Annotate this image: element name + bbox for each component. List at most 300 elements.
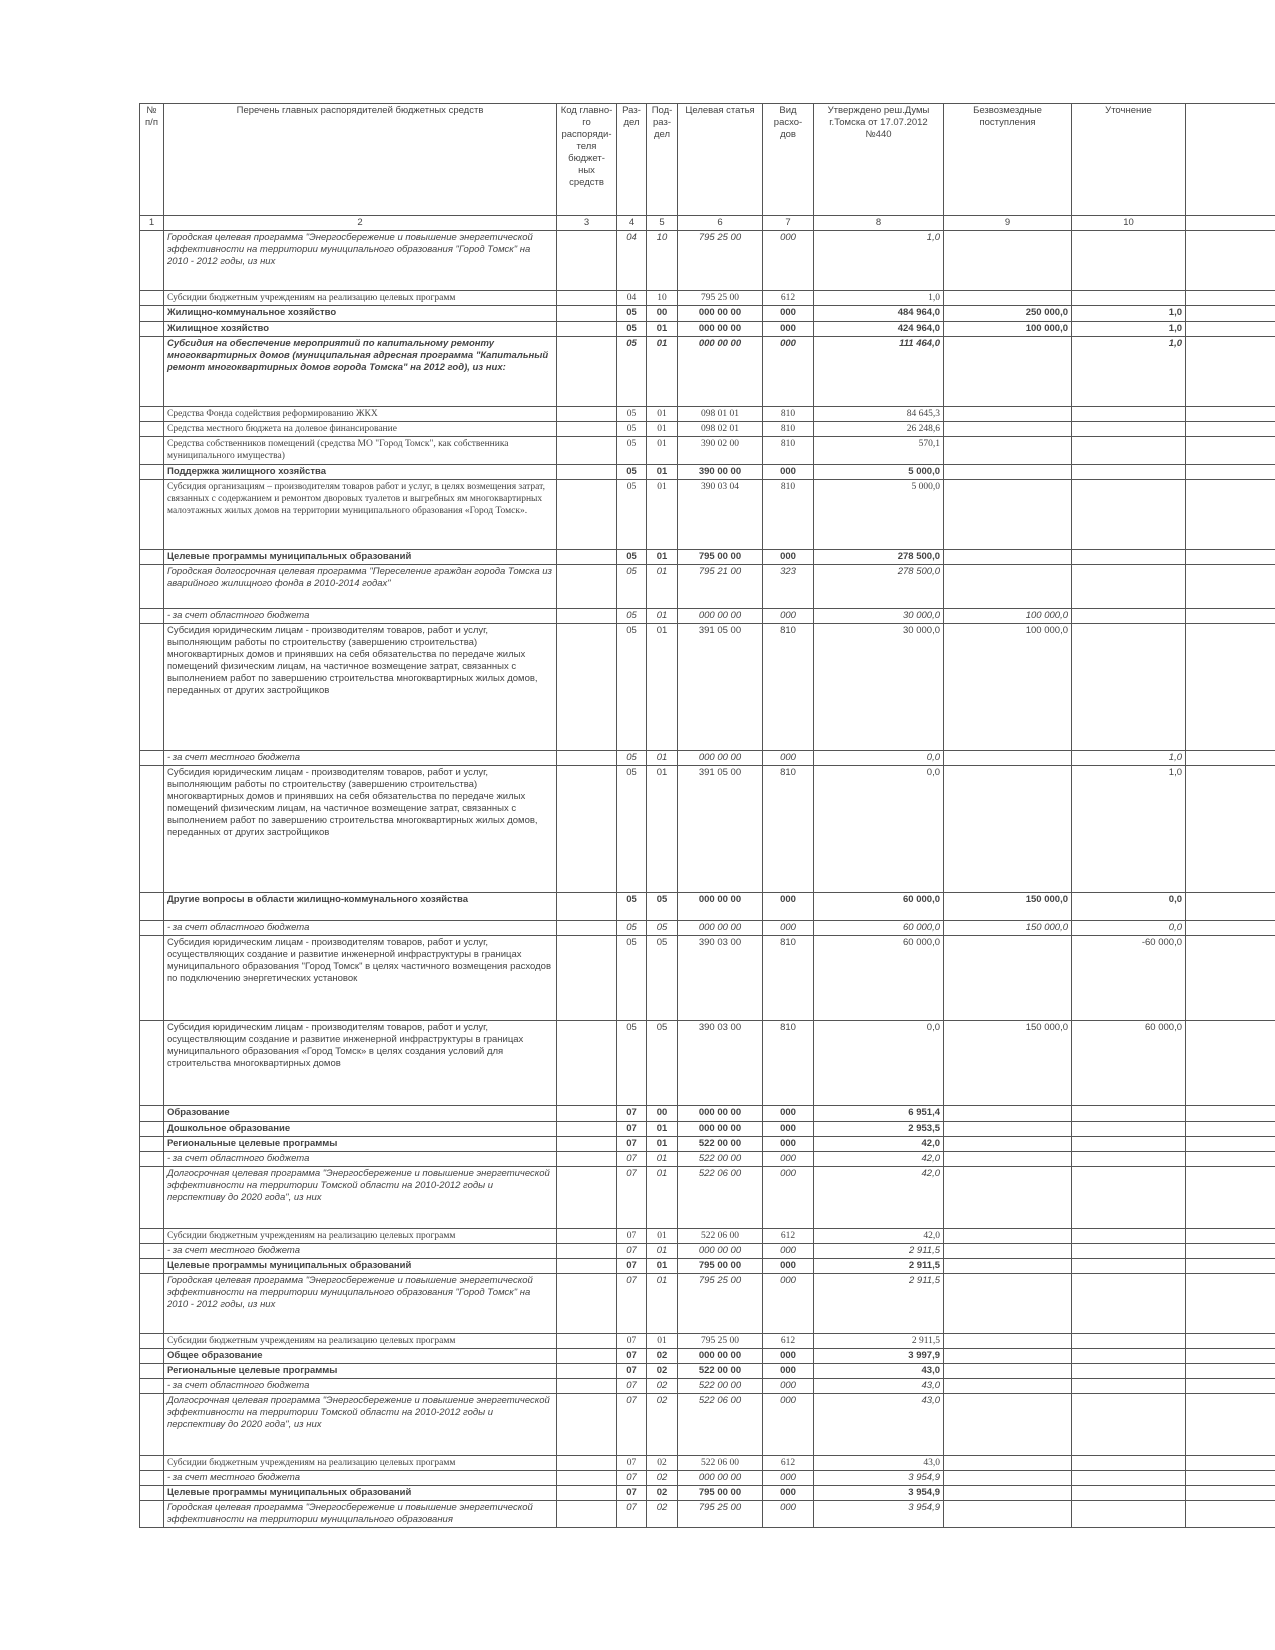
cell-name: Субсидия юридическим лицам - производителям товаров, работ и услуг, выполняющим работы по строительству (завершению строительства) многоквартирных домов и принявших на себя обязательства по передаче жилых помещений физическим лицам, на частичное возмещение затрат, связанных с выполнением работ по завершению строительства многоквартирных жилых домов, переданных от других застройщиков bbox=[164, 766, 557, 893]
cell-adjustment bbox=[1072, 231, 1186, 291]
cell-podrazdel: 01 bbox=[647, 422, 678, 437]
cell-target: 390 03 04 bbox=[678, 480, 763, 550]
cell-num bbox=[140, 624, 164, 751]
cell-extra bbox=[1186, 893, 1275, 921]
cell-adjustment bbox=[1072, 1349, 1186, 1364]
cell-code bbox=[557, 1274, 617, 1334]
cell-podrazdel: 01 bbox=[647, 751, 678, 766]
cell-adjustment bbox=[1072, 422, 1186, 437]
cell-num bbox=[140, 1486, 164, 1501]
cell-adjustment bbox=[1072, 1152, 1186, 1167]
cell-extra bbox=[1186, 1152, 1275, 1167]
cell-code bbox=[557, 291, 617, 306]
cell-name: Целевые программы муниципальных образований bbox=[164, 1259, 557, 1274]
cell-vid: 000 bbox=[763, 1379, 814, 1394]
cell-extra bbox=[1186, 936, 1275, 1021]
cell-code bbox=[557, 1106, 617, 1122]
table-row bbox=[140, 609, 1275, 624]
cell-razdel: 05 bbox=[617, 1021, 647, 1106]
cell-adjustment bbox=[1072, 1244, 1186, 1259]
cell-vid: 000 bbox=[763, 1501, 814, 1528]
col-header-num: № п/п bbox=[140, 104, 164, 216]
cell-target: 390 02 00 bbox=[678, 437, 763, 465]
cell-podrazdel: 01 bbox=[647, 1334, 678, 1349]
cell-vid: 000 bbox=[763, 306, 814, 322]
cell-approved: 0,0 bbox=[814, 1021, 944, 1106]
cell-free bbox=[944, 1501, 1072, 1528]
cell-extra bbox=[1186, 1167, 1275, 1229]
cell-vid: 000 bbox=[763, 1364, 814, 1379]
cell-code bbox=[557, 921, 617, 936]
cell-adjustment bbox=[1072, 1456, 1186, 1471]
cell-approved: 60 000,0 bbox=[814, 893, 944, 921]
cell-razdel: 04 bbox=[617, 231, 647, 291]
cell-name: Жилищно-коммунальное хозяйство bbox=[164, 306, 557, 322]
cell-vid: 000 bbox=[763, 465, 814, 480]
cell-razdel: 07 bbox=[617, 1137, 647, 1152]
cell-razdel: 07 bbox=[617, 1456, 647, 1471]
cell-podrazdel: 02 bbox=[647, 1501, 678, 1528]
cell-extra bbox=[1186, 921, 1275, 936]
cell-code bbox=[557, 1394, 617, 1456]
cell-podrazdel: 01 bbox=[647, 1167, 678, 1229]
cell-razdel: 07 bbox=[617, 1486, 647, 1501]
cell-extra bbox=[1186, 1334, 1275, 1349]
table-body bbox=[140, 231, 1275, 1528]
cell-free bbox=[944, 437, 1072, 465]
cell-num bbox=[140, 1106, 164, 1122]
cell-razdel: 07 bbox=[617, 1106, 647, 1122]
cell-name: Городская целевая программа "Энергосбережение и повышение энергетической эффективности на территории муниципального образования "Город Томск" на 2010 - 2012 годы, из них bbox=[164, 1274, 557, 1334]
cell-name: Субсидия юридическим лицам - производителям товаров, работ и услуг, осуществляющих создание и развитие инженерной инфраструктуры в границах муниципального образования "Город Томск" в целях частичного возмещения расходов по подключению энергетических установок bbox=[164, 936, 557, 1021]
cell-approved: 43,0 bbox=[814, 1364, 944, 1379]
cell-podrazdel: 01 bbox=[647, 1274, 678, 1334]
cell-free bbox=[944, 1274, 1072, 1334]
cell-code bbox=[557, 565, 617, 609]
table-row bbox=[140, 1167, 1275, 1229]
cell-razdel: 05 bbox=[617, 609, 647, 624]
cell-code bbox=[557, 1021, 617, 1106]
cell-approved: 0,0 bbox=[814, 751, 944, 766]
cell-adjustment bbox=[1072, 565, 1186, 609]
cell-razdel: 07 bbox=[617, 1349, 647, 1364]
cell-num bbox=[140, 1501, 164, 1528]
cell-name: - за счет местного бюджета bbox=[164, 1471, 557, 1486]
col-header-podrazdel: Под-раз-дел bbox=[647, 104, 678, 216]
cell-razdel: 05 bbox=[617, 465, 647, 480]
cell-name: Долгосрочная целевая программа "Энергосбережение и повышение энергетической эффективности на территории Томской области на 2010-2012 годы и перспективу до 2020 года", из них bbox=[164, 1394, 557, 1456]
cell-razdel: 05 bbox=[617, 550, 647, 565]
cell-podrazdel: 01 bbox=[647, 465, 678, 480]
cell-podrazdel: 00 bbox=[647, 1106, 678, 1122]
cell-free bbox=[944, 465, 1072, 480]
cell-target: 000 00 00 bbox=[678, 1349, 763, 1364]
cell-target: 522 06 00 bbox=[678, 1167, 763, 1229]
cell-adjustment bbox=[1072, 1501, 1186, 1528]
cell-free bbox=[944, 1394, 1072, 1456]
cell-code bbox=[557, 422, 617, 437]
cell-vid: 810 bbox=[763, 422, 814, 437]
cell-podrazdel: 01 bbox=[647, 437, 678, 465]
table-row bbox=[140, 565, 1275, 609]
cell-code bbox=[557, 766, 617, 893]
cell-razdel: 04 bbox=[617, 291, 647, 306]
cell-target: 000 00 00 bbox=[678, 1122, 763, 1137]
cell-extra bbox=[1186, 751, 1275, 766]
cell-adjustment bbox=[1072, 1486, 1186, 1501]
cell-free: 150 000,0 bbox=[944, 893, 1072, 921]
table-row bbox=[140, 766, 1275, 893]
cell-num bbox=[140, 550, 164, 565]
cell-adjustment bbox=[1072, 1122, 1186, 1137]
cell-approved: 2 911,5 bbox=[814, 1334, 944, 1349]
cell-vid: 000 bbox=[763, 1122, 814, 1137]
table-row bbox=[140, 1471, 1275, 1486]
cell-num bbox=[140, 322, 164, 337]
cell-adjustment bbox=[1072, 1379, 1186, 1394]
cell-razdel: 07 bbox=[617, 1152, 647, 1167]
cell-adjustment: 0,0 bbox=[1072, 921, 1186, 936]
cell-free bbox=[944, 231, 1072, 291]
cell-vid: 000 bbox=[763, 1167, 814, 1229]
cell-razdel: 05 bbox=[617, 936, 647, 1021]
cell-vid: 000 bbox=[763, 609, 814, 624]
cell-name: Региональные целевые программы bbox=[164, 1137, 557, 1152]
cell-name: Субсидии бюджетным учреждениям на реализацию целевых программ bbox=[164, 1229, 557, 1244]
cell-podrazdel: 05 bbox=[647, 921, 678, 936]
budget-table bbox=[139, 103, 1275, 1528]
cell-podrazdel: 05 bbox=[647, 1021, 678, 1106]
col-number: 9 bbox=[944, 216, 1072, 231]
cell-approved: 3 954,9 bbox=[814, 1486, 944, 1501]
cell-vid: 810 bbox=[763, 624, 814, 751]
cell-num bbox=[140, 1334, 164, 1349]
cell-free: 150 000,0 bbox=[944, 1021, 1072, 1106]
cell-code bbox=[557, 1334, 617, 1349]
cell-vid: 000 bbox=[763, 1137, 814, 1152]
cell-target: 000 00 00 bbox=[678, 306, 763, 322]
cell-razdel: 07 bbox=[617, 1334, 647, 1349]
cell-code bbox=[557, 624, 617, 751]
cell-target: 522 06 00 bbox=[678, 1456, 763, 1471]
cell-code bbox=[557, 1349, 617, 1364]
cell-num bbox=[140, 1274, 164, 1334]
cell-num bbox=[140, 1021, 164, 1106]
table-row bbox=[140, 1106, 1275, 1122]
table-row bbox=[140, 893, 1275, 921]
cell-extra bbox=[1186, 1364, 1275, 1379]
cell-num bbox=[140, 1122, 164, 1137]
cell-free bbox=[944, 550, 1072, 565]
cell-extra bbox=[1186, 1501, 1275, 1528]
cell-approved: 60 000,0 bbox=[814, 921, 944, 936]
cell-target: 391 05 00 bbox=[678, 624, 763, 751]
cell-adjustment bbox=[1072, 1471, 1186, 1486]
cell-extra bbox=[1186, 306, 1275, 322]
cell-razdel: 05 bbox=[617, 565, 647, 609]
cell-free: 100 000,0 bbox=[944, 624, 1072, 751]
cell-target: 795 00 00 bbox=[678, 1486, 763, 1501]
table-row bbox=[140, 1364, 1275, 1379]
cell-podrazdel: 10 bbox=[647, 291, 678, 306]
cell-vid: 000 bbox=[763, 1394, 814, 1456]
table-row bbox=[140, 751, 1275, 766]
cell-podrazdel: 01 bbox=[647, 609, 678, 624]
cell-code bbox=[557, 465, 617, 480]
cell-name: Субсидии бюджетным учреждениям на реализацию целевых программ bbox=[164, 1456, 557, 1471]
cell-name: Субсидия юридическим лицам - производителям товаров, работ и услуг, выполняющим работы по строительству (завершению строительства) многоквартирных домов и принявших на себя обязательства по передаче жилых помещений физическим лицам, на частичное возмещение затрат, связанных с выполнением работ по завершению строительства многоквартирных жилых домов, переданных от других застройщиков bbox=[164, 624, 557, 751]
cell-free bbox=[944, 1152, 1072, 1167]
cell-free bbox=[944, 1106, 1072, 1122]
table-row bbox=[140, 1486, 1275, 1501]
cell-razdel: 05 bbox=[617, 337, 647, 407]
cell-razdel: 05 bbox=[617, 921, 647, 936]
cell-name: Другие вопросы в области жилищно-коммунального хозяйства bbox=[164, 893, 557, 921]
cell-vid: 000 bbox=[763, 1349, 814, 1364]
cell-target: 522 00 00 bbox=[678, 1379, 763, 1394]
cell-name: Целевые программы муниципальных образований bbox=[164, 550, 557, 565]
cell-name: Поддержка жилищного хозяйства bbox=[164, 465, 557, 480]
cell-vid: 810 bbox=[763, 936, 814, 1021]
cell-approved: 0,0 bbox=[814, 766, 944, 893]
cell-target: 795 25 00 bbox=[678, 1274, 763, 1334]
cell-razdel: 07 bbox=[617, 1244, 647, 1259]
cell-name: Образование bbox=[164, 1106, 557, 1122]
cell-podrazdel: 10 bbox=[647, 231, 678, 291]
cell-num bbox=[140, 422, 164, 437]
cell-name: Целевые программы муниципальных образований bbox=[164, 1486, 557, 1501]
col-header-free: Безвозмездные поступления bbox=[944, 104, 1072, 216]
cell-num bbox=[140, 337, 164, 407]
cell-vid: 323 bbox=[763, 565, 814, 609]
cell-name: Средства местного бюджета на долевое финансирование bbox=[164, 422, 557, 437]
cell-code bbox=[557, 1364, 617, 1379]
cell-podrazdel: 01 bbox=[647, 1244, 678, 1259]
cell-num bbox=[140, 1456, 164, 1471]
cell-vid: 612 bbox=[763, 1456, 814, 1471]
cell-extra bbox=[1186, 1106, 1275, 1122]
cell-adjustment: -60 000,0 bbox=[1072, 936, 1186, 1021]
cell-free bbox=[944, 1244, 1072, 1259]
cell-vid: 000 bbox=[763, 751, 814, 766]
cell-target: 000 00 00 bbox=[678, 609, 763, 624]
cell-target: 522 00 00 bbox=[678, 1152, 763, 1167]
cell-adjustment bbox=[1072, 291, 1186, 306]
table-row bbox=[140, 550, 1275, 565]
cell-approved: 484 964,0 bbox=[814, 306, 944, 322]
table-row bbox=[140, 1259, 1275, 1274]
column-number-row bbox=[140, 216, 1275, 231]
cell-name: Субсидия юридическим лицам - производителям товаров, работ и услуг, осуществляющим создание и развитие инженерной инфраструктуры в границах муниципального образования «Город Томск» в целях создания условий для строительства многоквартирных домов bbox=[164, 1021, 557, 1106]
cell-num bbox=[140, 1229, 164, 1244]
cell-num bbox=[140, 306, 164, 322]
cell-code bbox=[557, 407, 617, 422]
cell-num bbox=[140, 1394, 164, 1456]
cell-target: 000 00 00 bbox=[678, 1106, 763, 1122]
table-row bbox=[140, 1501, 1275, 1528]
header-row bbox=[140, 104, 1275, 216]
cell-extra bbox=[1186, 550, 1275, 565]
cell-razdel: 07 bbox=[617, 1122, 647, 1137]
cell-name: Субсидия организациям – производителям товаров работ и услуг, в целях возмещения затрат, связанных с содержанием и ремонтом дворовых туалетов и выгребных ям многоквартирных малоэтажных жилых домов на территории муниципального образования «Город Томск». bbox=[164, 480, 557, 550]
table-row bbox=[140, 1334, 1275, 1349]
cell-approved: 30 000,0 bbox=[814, 609, 944, 624]
cell-razdel: 07 bbox=[617, 1259, 647, 1274]
cell-vid: 612 bbox=[763, 1229, 814, 1244]
table-row bbox=[140, 1021, 1275, 1106]
cell-name: Городская долгосрочная целевая программа "Переселение граждан города Томска из аварийного жилищного фонда в 2010-2014 годах" bbox=[164, 565, 557, 609]
cell-adjustment bbox=[1072, 609, 1186, 624]
cell-podrazdel: 02 bbox=[647, 1394, 678, 1456]
cell-free: 100 000,0 bbox=[944, 609, 1072, 624]
cell-adjustment bbox=[1072, 1364, 1186, 1379]
table-row bbox=[140, 422, 1275, 437]
cell-num bbox=[140, 231, 164, 291]
cell-vid: 000 bbox=[763, 1471, 814, 1486]
cell-code bbox=[557, 1259, 617, 1274]
cell-adjustment bbox=[1072, 437, 1186, 465]
cell-adjustment bbox=[1072, 1229, 1186, 1244]
cell-vid: 000 bbox=[763, 1106, 814, 1122]
cell-approved: 424 964,0 bbox=[814, 322, 944, 337]
cell-free: 150 000,0 bbox=[944, 921, 1072, 936]
col-number: 4 bbox=[617, 216, 647, 231]
cell-target: 098 01 01 bbox=[678, 407, 763, 422]
col-number: 3 bbox=[557, 216, 617, 231]
cell-code bbox=[557, 1122, 617, 1137]
cell-razdel: 05 bbox=[617, 624, 647, 751]
cell-razdel: 05 bbox=[617, 422, 647, 437]
cell-approved: 111 464,0 bbox=[814, 337, 944, 407]
cell-adjustment bbox=[1072, 1137, 1186, 1152]
cell-target: 000 00 00 bbox=[678, 1471, 763, 1486]
cell-vid: 000 bbox=[763, 1152, 814, 1167]
cell-target: 000 00 00 bbox=[678, 751, 763, 766]
cell-free bbox=[944, 480, 1072, 550]
cell-num bbox=[140, 1152, 164, 1167]
cell-podrazdel: 01 bbox=[647, 407, 678, 422]
cell-extra bbox=[1186, 422, 1275, 437]
cell-vid: 810 bbox=[763, 1021, 814, 1106]
cell-code bbox=[557, 437, 617, 465]
cell-extra bbox=[1186, 1274, 1275, 1334]
cell-num bbox=[140, 609, 164, 624]
cell-approved: 43,0 bbox=[814, 1394, 944, 1456]
cell-approved: 42,0 bbox=[814, 1152, 944, 1167]
cell-extra bbox=[1186, 624, 1275, 751]
cell-adjustment: 1,0 bbox=[1072, 766, 1186, 893]
cell-num bbox=[140, 1364, 164, 1379]
cell-free bbox=[944, 1334, 1072, 1349]
cell-code bbox=[557, 1152, 617, 1167]
cell-free bbox=[944, 1486, 1072, 1501]
cell-num bbox=[140, 751, 164, 766]
cell-approved: 26 248,6 bbox=[814, 422, 944, 437]
table-row bbox=[140, 1152, 1275, 1167]
cell-target: 522 00 00 bbox=[678, 1364, 763, 1379]
cell-num bbox=[140, 437, 164, 465]
cell-name: Региональные целевые программы bbox=[164, 1364, 557, 1379]
col-number: 10 bbox=[1072, 216, 1186, 231]
cell-vid: 810 bbox=[763, 480, 814, 550]
cell-adjustment bbox=[1072, 1334, 1186, 1349]
cell-extra bbox=[1186, 465, 1275, 480]
col-header-vid: Вид расхо-дов bbox=[763, 104, 814, 216]
cell-podrazdel: 02 bbox=[647, 1456, 678, 1471]
cell-name: Городская целевая программа "Энергосбережение и повышение энергетической эффективности на территории муниципального образования bbox=[164, 1501, 557, 1528]
col-number: 2 bbox=[164, 216, 557, 231]
col-number: 5 bbox=[647, 216, 678, 231]
cell-target: 000 00 00 bbox=[678, 337, 763, 407]
table-row bbox=[140, 480, 1275, 550]
cell-name: Долгосрочная целевая программа "Энергосбережение и повышение энергетической эффективности на территории Томской области на 2010-2012 годы и перспективу до 2020 года", из них bbox=[164, 1167, 557, 1229]
cell-target: 795 21 00 bbox=[678, 565, 763, 609]
cell-razdel: 05 bbox=[617, 751, 647, 766]
cell-approved: 278 500,0 bbox=[814, 550, 944, 565]
cell-free bbox=[944, 1122, 1072, 1137]
cell-approved: 42,0 bbox=[814, 1167, 944, 1229]
cell-code bbox=[557, 550, 617, 565]
cell-extra bbox=[1186, 565, 1275, 609]
cell-target: 390 03 00 bbox=[678, 1021, 763, 1106]
cell-free bbox=[944, 936, 1072, 1021]
cell-name: - за счет областного бюджета bbox=[164, 609, 557, 624]
cell-approved: 1,0 bbox=[814, 231, 944, 291]
cell-vid: 810 bbox=[763, 437, 814, 465]
cell-adjustment: 1,0 bbox=[1072, 322, 1186, 337]
cell-approved: 42,0 bbox=[814, 1229, 944, 1244]
cell-vid: 810 bbox=[763, 407, 814, 422]
cell-extra bbox=[1186, 1456, 1275, 1471]
cell-target: 390 00 00 bbox=[678, 465, 763, 480]
cell-target: 522 06 00 bbox=[678, 1229, 763, 1244]
cell-num bbox=[140, 893, 164, 921]
cell-extra bbox=[1186, 1244, 1275, 1259]
cell-name: Субсидии бюджетным учреждениям на реализацию целевых программ bbox=[164, 291, 557, 306]
cell-adjustment bbox=[1072, 1259, 1186, 1274]
cell-code bbox=[557, 337, 617, 407]
cell-num bbox=[140, 1259, 164, 1274]
table-row bbox=[140, 1379, 1275, 1394]
cell-vid: 612 bbox=[763, 291, 814, 306]
cell-target: 000 00 00 bbox=[678, 893, 763, 921]
cell-extra bbox=[1186, 1122, 1275, 1137]
cell-adjustment bbox=[1072, 550, 1186, 565]
cell-approved: 3 954,9 bbox=[814, 1471, 944, 1486]
cell-podrazdel: 01 bbox=[647, 1259, 678, 1274]
table-row bbox=[140, 624, 1275, 751]
cell-approved: 2 911,5 bbox=[814, 1244, 944, 1259]
cell-extra bbox=[1186, 480, 1275, 550]
col-number: 6 bbox=[678, 216, 763, 231]
cell-approved: 84 645,3 bbox=[814, 407, 944, 422]
cell-adjustment: 1,0 bbox=[1072, 337, 1186, 407]
cell-razdel: 05 bbox=[617, 407, 647, 422]
cell-extra bbox=[1186, 1379, 1275, 1394]
cell-target: 795 00 00 bbox=[678, 550, 763, 565]
cell-target: 795 25 00 bbox=[678, 291, 763, 306]
cell-target: 391 05 00 bbox=[678, 766, 763, 893]
cell-vid: 000 bbox=[763, 893, 814, 921]
cell-extra bbox=[1186, 291, 1275, 306]
cell-extra bbox=[1186, 231, 1275, 291]
cell-approved: 5 000,0 bbox=[814, 465, 944, 480]
cell-vid: 000 bbox=[763, 1486, 814, 1501]
cell-target: 795 00 00 bbox=[678, 1259, 763, 1274]
cell-name: Городская целевая программа "Энергосбережение и повышение энергетической эффективности на территории муниципального образования "Город Томск" на 2010 - 2012 годы, из них bbox=[164, 231, 557, 291]
cell-extra bbox=[1186, 1486, 1275, 1501]
cell-code bbox=[557, 1167, 617, 1229]
